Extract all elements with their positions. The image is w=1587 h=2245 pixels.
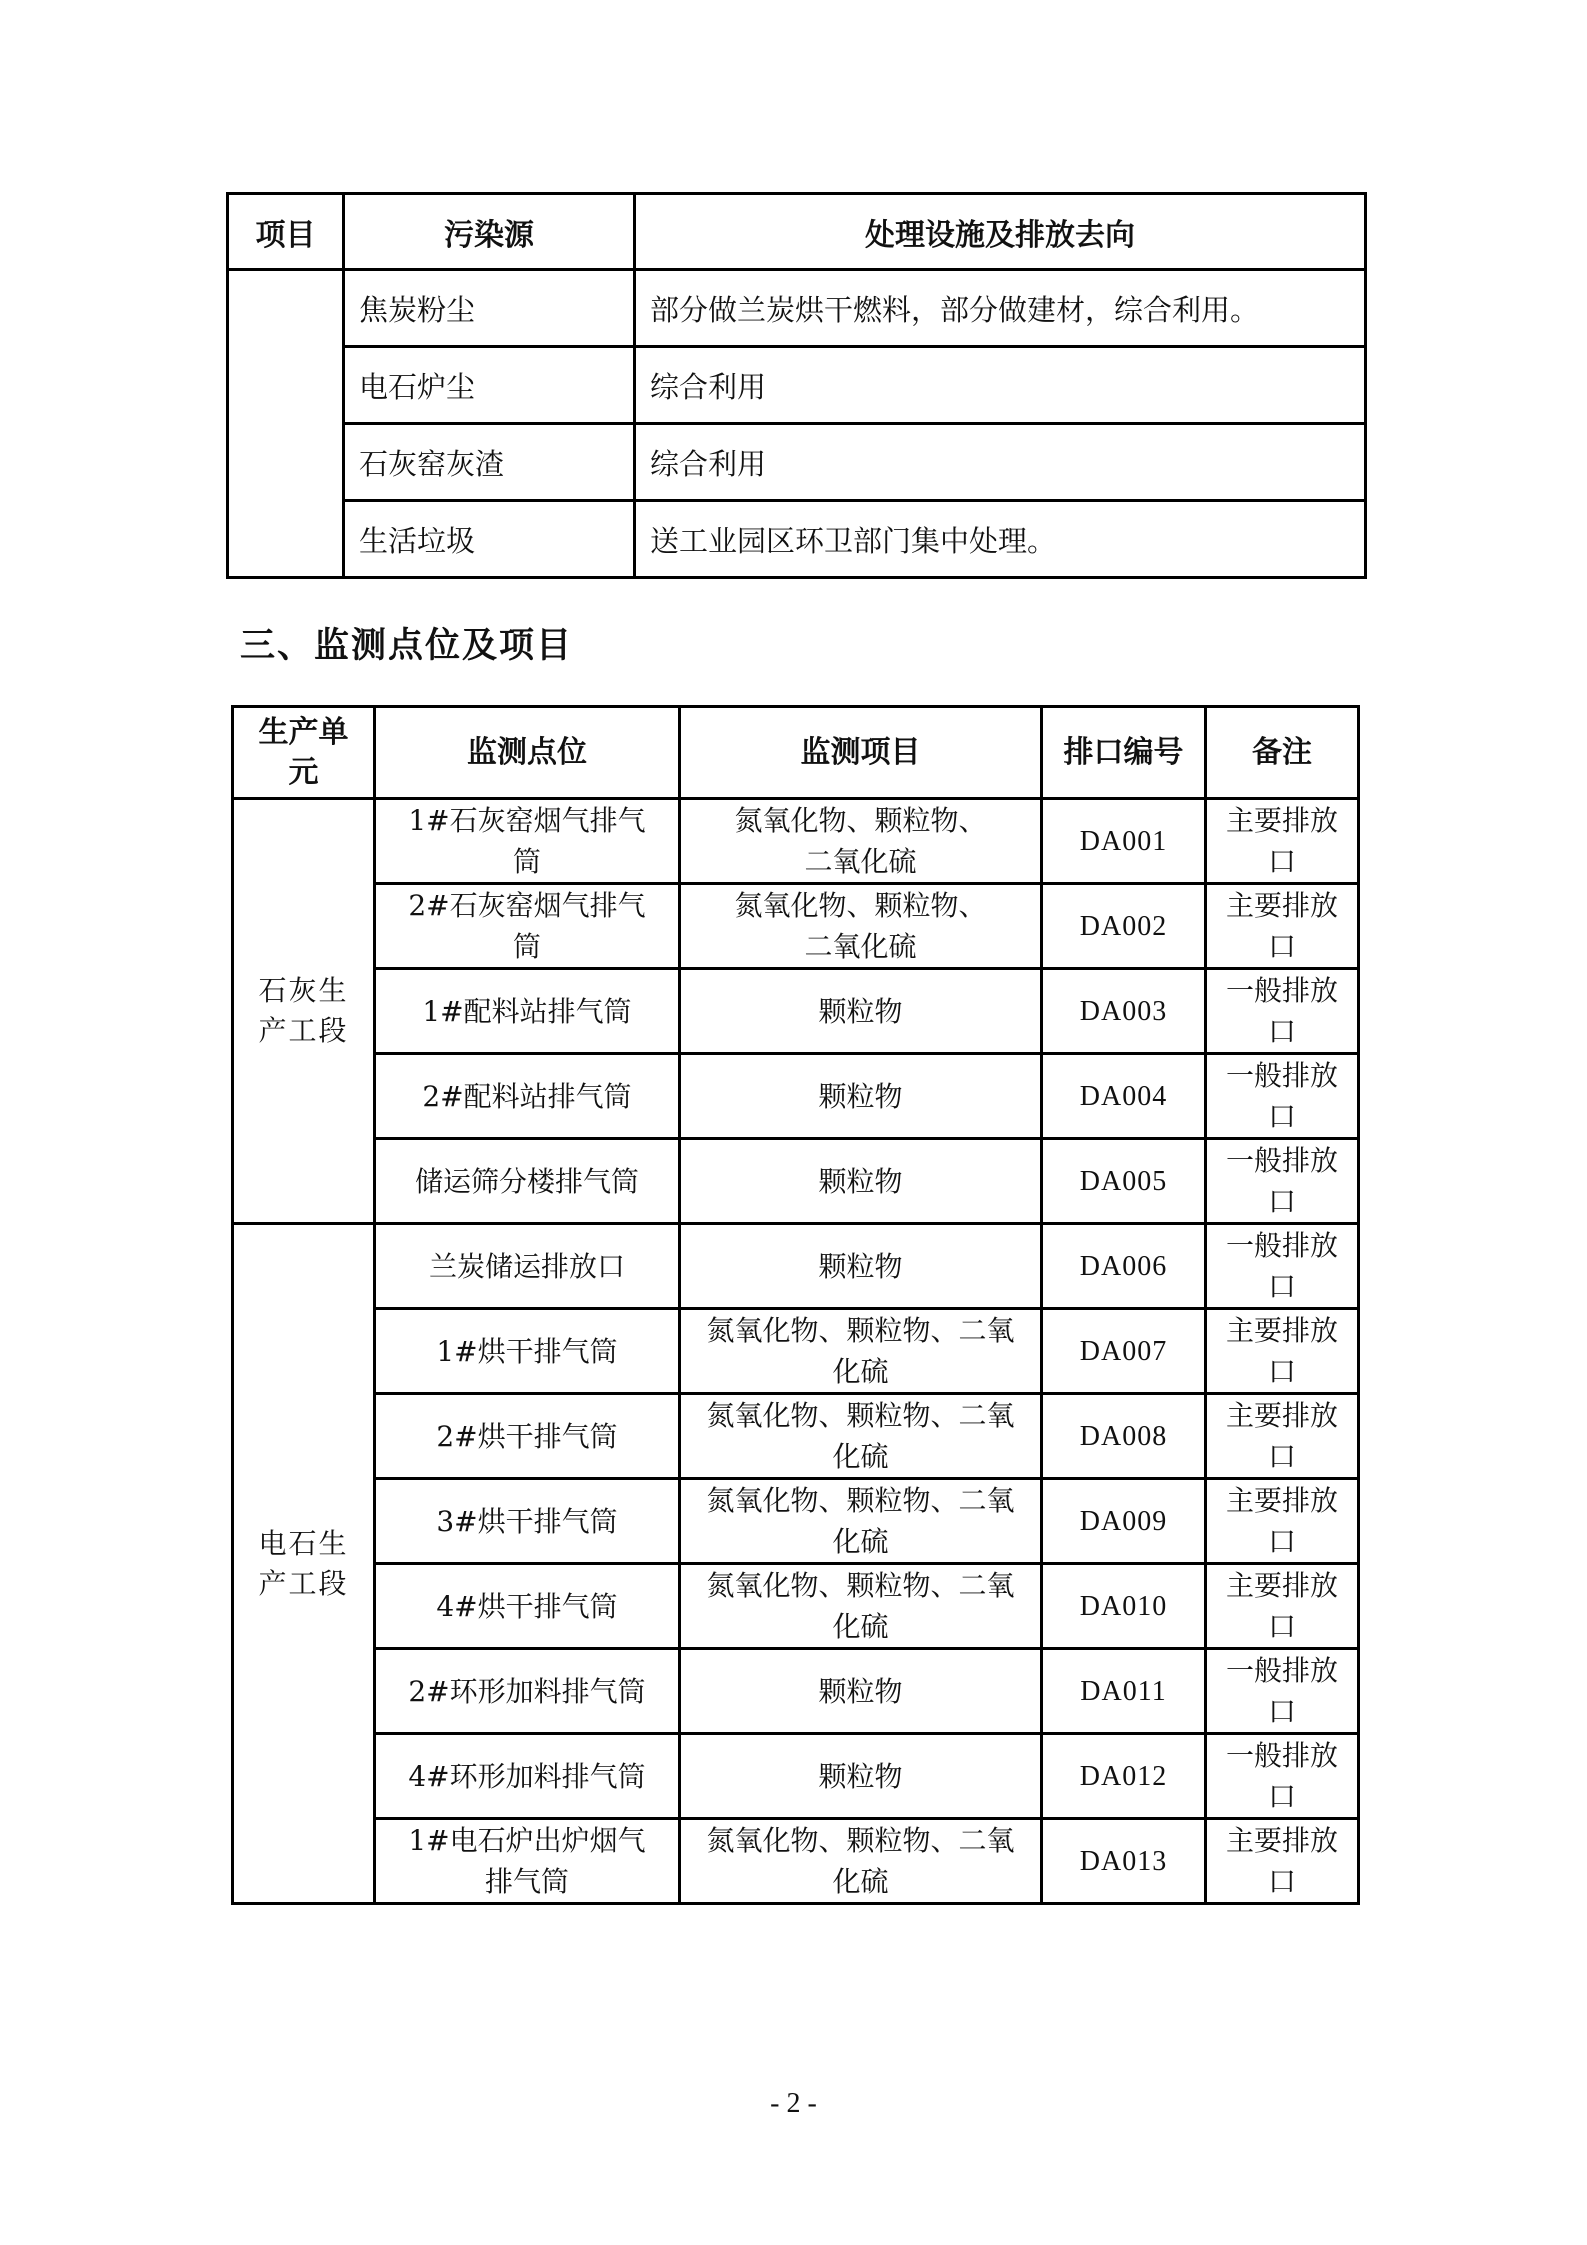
note-cell: 一般排放口 <box>1206 1139 1359 1224</box>
table-row <box>233 969 1359 1054</box>
code-cell: DA013 <box>1042 1819 1206 1904</box>
items-cell: 颗粒物 <box>680 1734 1042 1819</box>
code-cell: DA009 <box>1042 1479 1206 1564</box>
note-cell: 一般排放口 <box>1206 1734 1359 1819</box>
note-cell: 主要排放口 <box>1206 1309 1359 1394</box>
code-cell: DA005 <box>1042 1139 1206 1224</box>
point-cell: 2#环形加料排气筒 <box>375 1649 680 1734</box>
table-row <box>233 1224 1359 1309</box>
note-cell: 主要排放口 <box>1206 799 1359 884</box>
table-row <box>228 501 1366 578</box>
table-row <box>233 1479 1359 1564</box>
treatment-cell: 部分做兰炭烘干燃料，部分做建材，综合利用。 <box>635 270 1366 347</box>
point-cell: 1#石灰窑烟气排气筒 <box>375 799 680 884</box>
treatment-cell: 综合利用 <box>635 424 1366 501</box>
note-cell: 主要排放口 <box>1206 1819 1359 1904</box>
code-cell: DA006 <box>1042 1224 1206 1309</box>
items-cell: 颗粒物 <box>680 1139 1042 1224</box>
table-row <box>233 1649 1359 1734</box>
point-cell: 1#烘干排气筒 <box>375 1309 680 1394</box>
column-header-source: 污染源 <box>344 194 635 270</box>
column-header-note: 备注 <box>1206 707 1359 799</box>
items-cell: 氮氧化物、颗粒物、二氧化硫 <box>680 1564 1042 1649</box>
items-cell: 氮氧化物、颗粒物、二氧化硫 <box>680 884 1042 969</box>
column-header-items: 监测项目 <box>680 707 1042 799</box>
column-header-unit: 生产单元 <box>233 707 375 799</box>
items-cell: 氮氧化物、颗粒物、二氧化硫 <box>680 1819 1042 1904</box>
column-header-treatment: 处理设施及排放去向 <box>635 194 1366 270</box>
point-cell: 4#环形加料排气筒 <box>375 1734 680 1819</box>
note-cell: 主要排放口 <box>1206 1479 1359 1564</box>
items-cell: 颗粒物 <box>680 1054 1042 1139</box>
code-cell: DA001 <box>1042 799 1206 884</box>
items-cell: 氮氧化物、颗粒物、二氧化硫 <box>680 1309 1042 1394</box>
point-cell: 1#电石炉出炉烟气排气筒 <box>375 1819 680 1904</box>
note-cell: 一般排放口 <box>1206 1224 1359 1309</box>
code-cell: DA003 <box>1042 969 1206 1054</box>
table-row <box>228 347 1366 424</box>
point-cell: 2#石灰窑烟气排气筒 <box>375 884 680 969</box>
table-row <box>233 1054 1359 1139</box>
treatment-cell: 综合利用 <box>635 347 1366 424</box>
unit-cell: 电石生产工段 <box>233 1224 375 1904</box>
table-row <box>233 1394 1359 1479</box>
section-heading: 三、监测点位及项目 <box>240 626 574 666</box>
source-cell: 生活垃圾 <box>344 501 635 578</box>
page-number: - 2 - <box>770 2088 817 2119</box>
code-cell: DA012 <box>1042 1734 1206 1819</box>
items-cell: 颗粒物 <box>680 1649 1042 1734</box>
note-cell: 主要排放口 <box>1206 1564 1359 1649</box>
table-row <box>233 1564 1359 1649</box>
point-cell: 储运筛分楼排气筒 <box>375 1139 680 1224</box>
table-row <box>233 1734 1359 1819</box>
point-cell: 兰炭储运排放口 <box>375 1224 680 1309</box>
unit-cell: 石灰生产工段 <box>233 799 375 1224</box>
monitoring-points-table <box>231 705 1360 1905</box>
waste-disposal-table <box>226 192 1367 579</box>
note-cell: 主要排放口 <box>1206 1394 1359 1479</box>
table-row <box>233 799 1359 884</box>
items-cell: 氮氧化物、颗粒物、二氧化硫 <box>680 799 1042 884</box>
items-cell: 颗粒物 <box>680 1224 1042 1309</box>
source-cell: 电石炉尘 <box>344 347 635 424</box>
point-cell: 2#配料站排气筒 <box>375 1054 680 1139</box>
point-cell: 4#烘干排气筒 <box>375 1564 680 1649</box>
table-row <box>228 424 1366 501</box>
table-row <box>233 1139 1359 1224</box>
items-cell: 颗粒物 <box>680 969 1042 1054</box>
code-cell: DA004 <box>1042 1054 1206 1139</box>
note-cell: 一般排放口 <box>1206 1054 1359 1139</box>
table-header-row <box>233 707 1359 799</box>
column-header-point: 监测点位 <box>375 707 680 799</box>
table-row <box>233 884 1359 969</box>
note-cell: 主要排放口 <box>1206 884 1359 969</box>
note-cell: 一般排放口 <box>1206 1649 1359 1734</box>
table-header-row <box>228 194 1366 270</box>
items-cell: 氮氧化物、颗粒物、二氧化硫 <box>680 1479 1042 1564</box>
column-header-item: 项目 <box>228 194 344 270</box>
code-cell: DA002 <box>1042 884 1206 969</box>
treatment-cell: 送工业园区环卫部门集中处理。 <box>635 501 1366 578</box>
point-cell: 1#配料站排气筒 <box>375 969 680 1054</box>
table-row <box>233 1309 1359 1394</box>
point-cell: 3#烘干排气筒 <box>375 1479 680 1564</box>
code-cell: DA010 <box>1042 1564 1206 1649</box>
table-row <box>233 1819 1359 1904</box>
point-cell: 2#烘干排气筒 <box>375 1394 680 1479</box>
items-cell: 氮氧化物、颗粒物、二氧化硫 <box>680 1394 1042 1479</box>
table-row <box>228 270 1366 347</box>
code-cell: DA011 <box>1042 1649 1206 1734</box>
note-cell: 一般排放口 <box>1206 969 1359 1054</box>
column-header-code: 排口编号 <box>1042 707 1206 799</box>
source-cell: 石灰窑灰渣 <box>344 424 635 501</box>
item-cell-empty <box>228 270 344 578</box>
code-cell: DA007 <box>1042 1309 1206 1394</box>
code-cell: DA008 <box>1042 1394 1206 1479</box>
source-cell: 焦炭粉尘 <box>344 270 635 347</box>
